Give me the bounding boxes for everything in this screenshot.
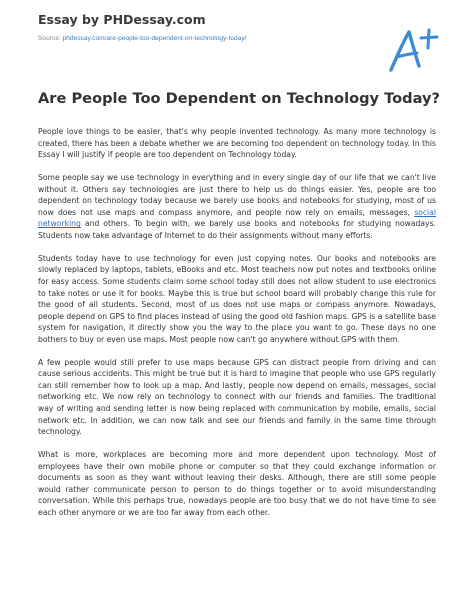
paragraph-1: People love things to be easier, that's why people invented technology. As many more technology is created, there has been a debate whether we are becoming too dependent on technology today. In this Essay I will justify if people are too dependent on Technology today.: [38, 127, 436, 160]
paragraph-2-before: Some people say we use technology in everything and in every single day of our life that we can't live without it. Others say technologies are just there to help us do things easier. Yes, people are too dependent on technology today because we barely use books and notebooks for studying, most of us now does not use maps and compass anymore, and people now rely on emails, messages,: [38, 172, 436, 217]
logo-plus-horizontal: [421, 37, 437, 38]
paragraph-5: What is more, workplaces are becoming more and more dependent upon technology. Most of employees have their own mobile phone or computer so that they could exchange information or documents as soon as they want without leaving their desks. Although, there are still some people would rather communicate person to person to do things together or to avoid misunderstanding conversation. While this perhaps true, nowadays people are too busy that we do not have time to see each other anymore or we are too far away from each other.: [38, 450, 436, 517]
paragraph-2: [38, 172, 436, 242]
a-plus-logo-icon: [385, 26, 441, 74]
source-line: [38, 34, 438, 43]
essay-body: [38, 126, 436, 530]
logo-letter-a-stroke: [391, 32, 419, 70]
social-networking-link[interactable]: social networking: [38, 207, 436, 229]
paragraph-3: Students today have to use technology for even just copying notes. Our books and notebooks are slowly replaced by laptops, tablets, eBooks and etc. Most teachers now put notes and textbooks online for easy access. Some students claim some school today still does not allow student to use electronics to take notes or use it for books. Maybe this is true but school board will probably change this rule for the good of all students. Second, most of us does not use maps or compass anymore. Nowadays, people depend on GPS to find places instead of using the good old fashion maps. GPS is a satellite base system for navigation, it directly show you the way to the place you want to go. These days no one bothers to buy or even use maps. Most people now can't go anywhere without GPS with them.: [38, 253, 436, 344]
paragraph-2-after: and others. To begin with, we barely use books and notebooks for studying nowadays. Students now take advantage of Internet to do their assignments without many efforts.: [38, 219, 436, 240]
page-header: [38, 11, 438, 43]
source-link[interactable]: phdessay.com/are-people-too-dependent-on-technology-today/: [62, 35, 247, 42]
site-title: Essay by PHDessay.com: [38, 12, 206, 27]
paragraph-4: A few people would still prefer to use maps because GPS can distract people from driving and can cause serious accidents. This might be true but it is hard to imagine that people who use GPS regularly can still remember how to look up a map. And lastly, people now depend on emails, messages, social networking etc. We now rely on technology to connect with our friends and families. The traditional way of writing and sending letter is now being replaced with communication by mobile, emails, social network etc. In addition, we can now talk and see our friends and family in the same time through technology.: [38, 357, 436, 437]
source-label: Source:: [38, 35, 61, 42]
essay-title: Are People Too Dependent on Technology Today?: [38, 90, 441, 107]
